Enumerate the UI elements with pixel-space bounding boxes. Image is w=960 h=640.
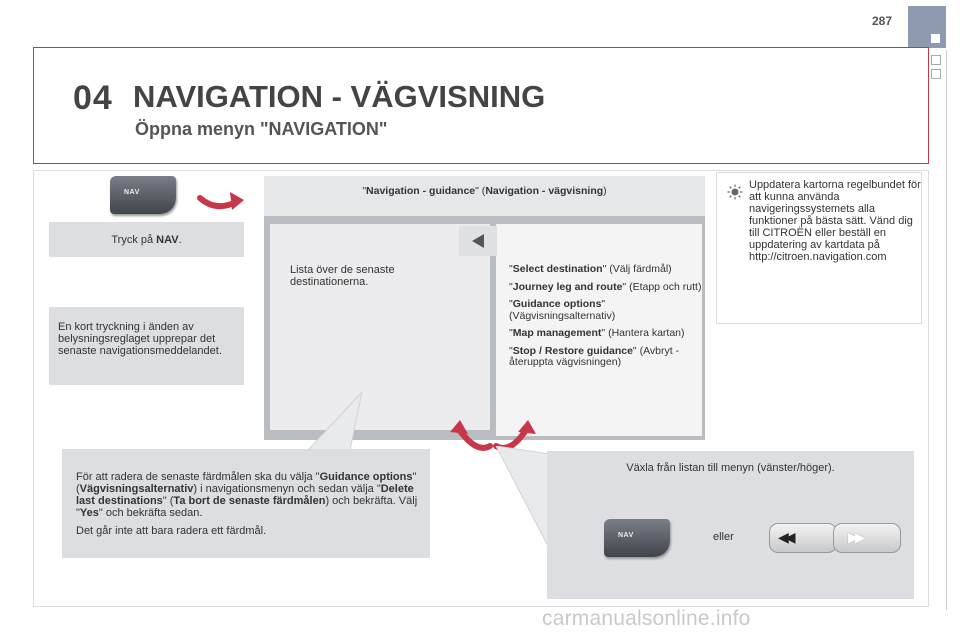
menu-item-label: Guidance options [512,298,602,310]
menu-item-label: Stop / Restore guidance [512,344,633,357]
screen-title-translation: Navigation - vägvisning [485,185,604,197]
short-press-text: En kort tryckning i änden av belysningsreglaget upprepar det senaste navigationsmeddelandet. [58,321,222,357]
side-marker [931,55,941,65]
light-bulb-icon [727,184,743,200]
watermark: carmanualsonline.info [542,607,751,630]
menu-item-desc: (Avbryt - återuppta vägvisningen) [509,344,680,368]
menu-item-guidance-options[interactable]: "Guidance options" (Vägvisningsalternativ) [509,298,616,322]
press-nav-suffix: . [178,234,182,246]
side-divider [946,50,947,610]
delete-bold: Ta bort de senaste färdmålen [173,495,326,507]
press-nav-text: Tryck på [111,234,157,246]
delete-bold: Delete last destinations [76,483,414,507]
menu-item-label: Map management [512,327,602,339]
page-number: 287 [872,14,893,28]
menu-item-journey-leg[interactable]: "Journey leg and route" (Etapp och rutt) [509,280,702,293]
menu-item-label: Journey leg and route [512,280,623,293]
chapter-number: 04 [73,79,113,117]
back-arrow-icon[interactable] [459,226,497,256]
screen-title-bold: Navigation - guidance [366,185,476,197]
nav-button[interactable] [110,176,176,214]
press-nav-bold: NAV [156,234,179,246]
menu-item-stop-restore[interactable]: "Stop / Restore guidance" (Avbryt - återuppta vägvisningen) [509,344,680,368]
menu-item-desc: (Hantera kartan) [605,327,685,339]
delete-note: Det går inte att bara radera ett färdmål. [76,525,267,537]
switch-text: Växla från listan till menyn (vänster/höger). [626,462,835,474]
history-panel[interactable] [270,224,490,430]
short-press-note [49,307,244,385]
delete-text: " och bekräfta sedan. [98,507,203,519]
history-text: Lista över de senaste destinationerna. [290,264,395,288]
screen-title-end: ) [603,185,607,197]
rewind-button[interactable] [769,523,837,553]
nav-button-label: NAV [618,532,634,539]
screen-title [264,176,705,216]
menu-item-desc: (Vägvisningsalternativ) [509,309,616,322]
screen-title-mid: " ( [475,185,486,197]
fast-forward-icon: ▶▶ [848,529,862,545]
nav-button[interactable] [604,519,670,557]
delete-text: För att radera de senaste färdmålen ska du välja " [76,471,320,483]
press-nav-note [49,222,244,257]
delete-text: " ( [162,495,174,507]
or-text: eller [713,531,734,543]
menu-item-label: Select destination [512,263,603,275]
fast-forward-button[interactable] [833,523,901,553]
nav-button-label: NAV [124,189,140,196]
delete-paragraph [76,471,422,519]
delete-bold: Vägvisningsalternativ [79,483,194,495]
page-title: NAVIGATION - VÄGVISNING [133,79,546,114]
menu-item-map-management[interactable]: "Map management" (Hantera kartan) [509,327,685,339]
callout-pointer [496,446,552,556]
rewind-icon: ◀◀ [778,529,792,545]
delete-destinations-note [62,449,430,558]
delete-bold: Yes [79,507,99,519]
delete-text: " ( [76,471,417,495]
tip-text: Uppdatera kartorna regelbundet för att kunna använda navigeringssystemets alla funktioner på bästa sätt. Vänd dig till CITROËN eller beställ en uppdatering av kartdata på http://citroen.navigation.com [749,179,921,263]
menu-item-desc: (Etapp och rutt) [626,280,702,293]
side-marker [931,69,941,79]
menu-item-desc: (Välj färdmål) [606,263,672,275]
delete-text: ) och bekräfta. Välj " [76,495,418,519]
screen-title-quote: " [362,185,367,197]
corner-tab [908,6,946,48]
curved-arrow-icon [196,186,246,216]
callout-pointer [306,392,366,454]
page-subtitle: Öppna menyn "NAVIGATION" [135,119,388,139]
delete-bold: Guidance options [319,471,413,483]
delete-text: ) i navigationsmenyn och sedan välja " [193,483,381,495]
menu-item-select-destination[interactable]: "Select destination" (Välj färdmål) [509,263,672,275]
navigation-menu [509,264,703,375]
